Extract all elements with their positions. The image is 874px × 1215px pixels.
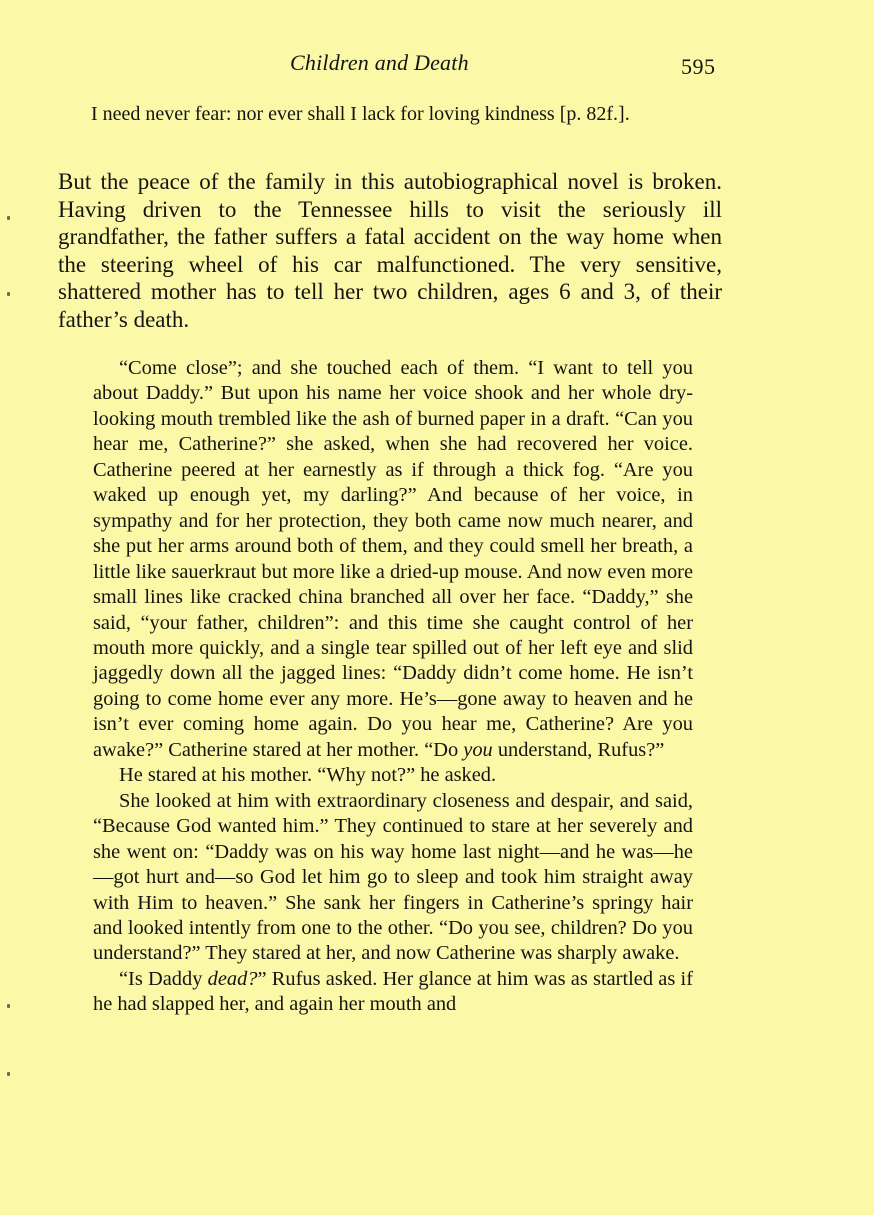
extract-paragraph: She looked at him with extraordinary closeness and despair, and said, “Because God wanted him.” They continued to stare at her severely and she went on: “Daddy was on his way home last night—and he was—he—got hurt and—so God let him go to sleep and took him straight away with Him to heaven.” She sank her fingers in Catherine’s springy hair and looked intently from one to the other. “Do you see, children? Do you understand?” They stared at her, and now Catherine was sharply awake. <box>93 789 693 965</box>
emphasis: you <box>463 738 493 761</box>
extract-text: understand, Rufus?” <box>492 738 665 761</box>
running-title: Children and Death <box>290 50 469 75</box>
extract-text: “Is Daddy <box>119 967 208 990</box>
body-paragraph: But the peace of the family in this autobiographical novel is broken. Having driven to the Tennessee hills to visit the seriously ill grandfather, the father suffers a fatal accident on the way home when the steering wheel of his car malfunctioned. The very sensitive, shattered mother has to tell her two children, ages 6 and 3, of their father’s death. <box>58 169 722 332</box>
scan-speck <box>7 1004 10 1008</box>
block-quote-ending: I need never fear: nor ever shall I lack for loving kindness [p. 82f.]. <box>91 103 630 125</box>
page-number: 595 <box>681 54 716 79</box>
extract-paragraph: He stared at his mother. “Why not?” he asked. <box>119 764 497 787</box>
extract-paragraph <box>93 356 693 763</box>
emphasis: dead? <box>207 967 258 990</box>
extract-paragraph <box>93 967 693 1018</box>
scan-speck <box>7 292 10 296</box>
extract-text: “Come close”; and she touched each of them. “I want to tell you about Daddy.” But upon his name her voice shook and her whole dry-looking mouth trembled like the ash of burned paper in a draft. “Can you hear me, Catherine?” she asked, when she had recovered her voice. Catherine peered at her earnestly as if through a thick fog. “Are you waked up enough yet, my darling?” And because of her voice, in sympathy and for her protection, they both came now much nearer, and she put her arms around both of them, and they could smell her breath, a little like sauerkraut but more like a dried-up mouse. And now even more small lines like cracked china branched all over her face. “Daddy,” she said, “your father, children”: and this time she caught control of her mouth more quickly, and a single tear spilled out of her left eye and slid jaggedly down all the jagged lines: “Daddy didn’t come home. He isn’t going to come home ever any more. He’s—gone away to heaven and he isn’t ever coming home again. Do you hear me, Catherine? Are you awake?” Catherine stared at her mother. “Do <box>93 357 693 761</box>
scan-speck <box>7 1072 10 1076</box>
extract-text: ” Rufus asked. Her glance at him was as startled as if he had slapped her, and again her mouth and <box>93 967 693 1016</box>
novel-extract <box>93 356 693 1018</box>
scan-speck <box>7 216 10 220</box>
